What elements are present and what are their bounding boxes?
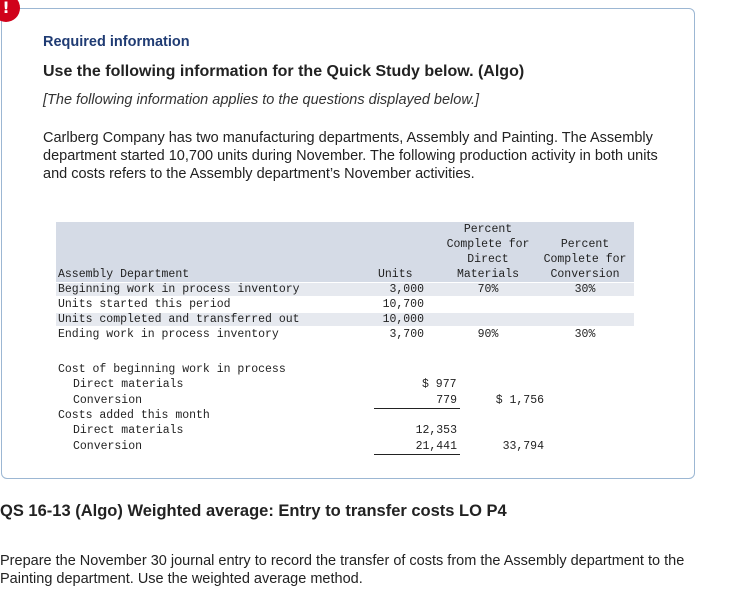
row-units: 10,700 [382, 298, 424, 311]
col-header-conv-line3: Conversion [550, 268, 620, 281]
col-header-dm-line3: Direct [467, 253, 509, 266]
cost-beg-conv-value: 779 [436, 394, 457, 407]
subtotal-rule [374, 454, 460, 455]
col-header-dm-line4: Materials [456, 268, 520, 281]
row-dm-pct: 90% [477, 328, 499, 341]
required-info-label: Required information [43, 34, 190, 50]
cost-add-dm-value: 12,353 [415, 424, 457, 437]
col-header-conv-line2: Complete for [543, 253, 627, 266]
alert-icon: ! [0, 0, 20, 22]
row-label: Units completed and transferred out [58, 313, 300, 326]
col-header-units: Units [378, 268, 413, 281]
row-dm-pct: 70% [477, 283, 499, 296]
cost-add-conv-label: Conversion [73, 440, 143, 453]
row-units: 10,000 [382, 313, 424, 326]
cost-beg-conv-label: Conversion [73, 394, 143, 407]
col-header-dm-line1: Percent [463, 223, 513, 236]
question-prompt: Prepare the November 30 journal entry to record the transfer of costs from the Assembly department to the Painting department. Use the weighted average method. [0, 553, 685, 587]
subtotal-rule [374, 408, 460, 409]
row-label: Units started this period [58, 298, 231, 311]
row-units: 3,000 [389, 283, 424, 296]
row-units: 3,700 [389, 328, 424, 341]
row-label: Ending work in process inventory [58, 328, 279, 341]
row-conv-pct: 30% [574, 328, 596, 341]
cost-beg-dm-label: Direct materials [73, 378, 184, 391]
col-header-dm-line2: Complete for [446, 238, 530, 251]
col-header-department: Assembly Department [58, 268, 190, 281]
cost-add-dm-label: Direct materials [73, 424, 184, 437]
cost-beg-dm-value: $ 977 [422, 378, 457, 391]
lead-heading: Use the following information for the Quick Study below. (Algo) [43, 63, 525, 80]
cost-add-total: 33,794 [502, 440, 544, 453]
row-label: Beginning work in process inventory [58, 283, 300, 296]
question-title: QS 16-13 (Algo) Weighted average: Entry to transfer costs LO P4 [0, 502, 507, 520]
cost-add-conv-value: 21,441 [415, 440, 457, 453]
applies-note: [The following information applies to the questions displayed below.] [43, 92, 480, 108]
row-conv-pct: 30% [574, 283, 596, 296]
cost-beg-total: $ 1,756 [495, 394, 544, 407]
cost-beg-label: Cost of beginning work in process [58, 363, 286, 376]
description-paragraph: Carlberg Company has two manufacturing departments, Assembly and Painting. The Assembly department started 10,700 units during November. The following production activity in both units and costs refers to the Assembly department’s November activities. [43, 130, 658, 182]
col-header-conv-line1: Percent [560, 238, 610, 251]
cost-added-label: Costs added this month [58, 409, 210, 422]
